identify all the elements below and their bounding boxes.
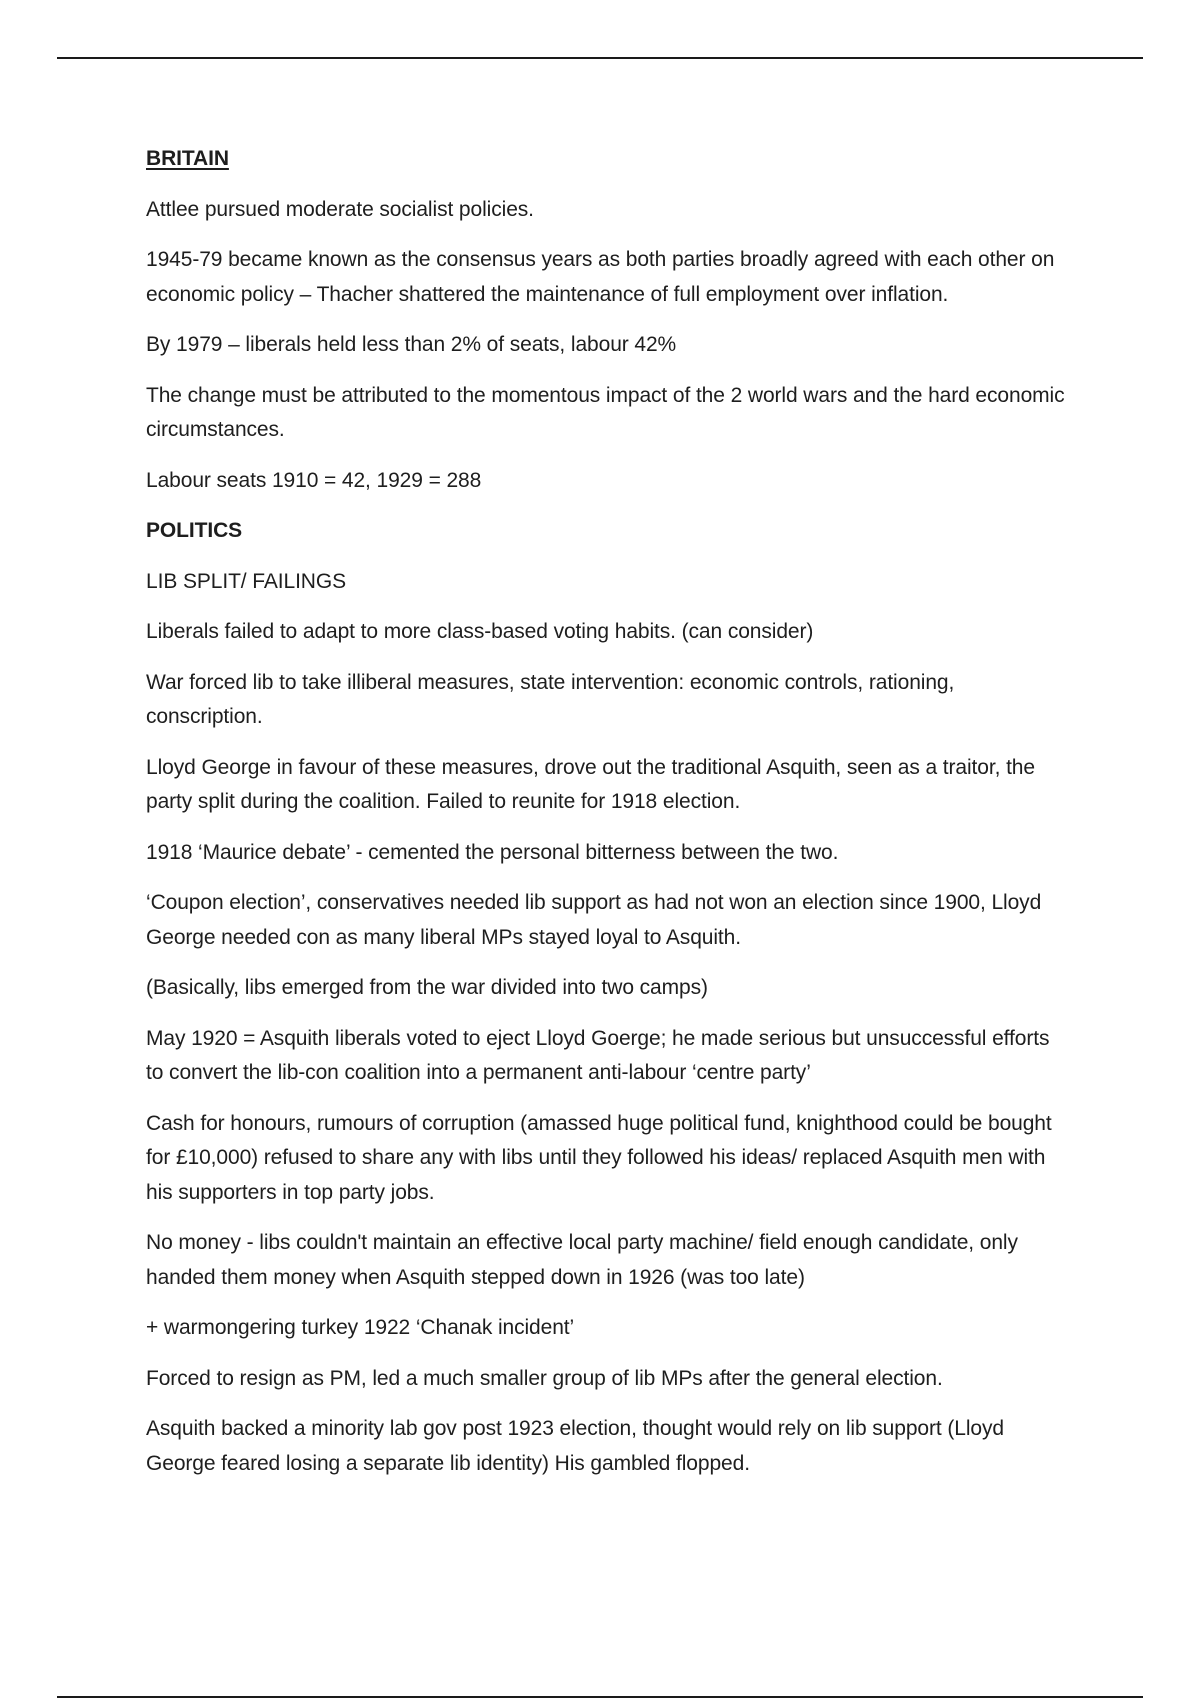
paragraph: War forced lib to take illiberal measures, state intervention: economic controls, rationing, conscription. (146, 670, 955, 728)
document-body (146, 142, 1066, 1497)
paragraph: Lloyd George in favour of these measures, drove out the traditional Asquith, seen as a traitor, the party split during the coalition. Failed to reunite for 1918 election. (146, 755, 1035, 813)
paragraph: + warmongering turkey 1922 ‘Chanak incident’ (146, 1316, 575, 1339)
paragraph: No money - libs couldn't maintain an effective local party machine/ field enough candidate, only handed them money when Asquith stepped down in 1926 (was too late) (146, 1231, 1018, 1289)
top-divider (57, 57, 1143, 59)
bottom-divider (57, 1696, 1143, 1698)
paragraph: (Basically, libs emerged from the war divided into two camps) (146, 976, 708, 999)
paragraph: 1945-79 became known as the consensus years as both parties broadly agreed with each other on economic policy – Thacher shattered the maintenance of full employment over inflation. (146, 248, 1055, 306)
paragraph: Liberals failed to adapt to more class-based voting habits. (can consider) (146, 620, 814, 643)
paragraph: Forced to resign as PM, led a much smaller group of lib MPs after the general election. (146, 1366, 943, 1390)
subheading-lib-split: LIB SPLIT/ FAILINGS (146, 569, 347, 593)
paragraph: May 1920 = Asquith liberals voted to eject Lloyd Goerge; he made serious but unsuccessful efforts to convert the lib-con coalition into a permanent anti-labour ‘centre party’ (146, 1026, 1050, 1084)
section-heading-britain: BRITAIN (146, 147, 229, 170)
paragraph: Attlee pursued moderate socialist policies. (146, 197, 534, 221)
paragraph: Cash for honours, rumours of corruption (amassed huge political fund, knighthood could be bought for £10,000) refused to share any with libs until they followed his ideas/ replaced Asquith men with his supporters in top party jobs. (146, 1111, 1052, 1204)
paragraph: 1918 ‘Maurice debate’ - cemented the personal bitterness between the two. (146, 840, 839, 864)
paragraph: The change must be attributed to the momentous impact of the 2 world wars and the hard economic circumstances. (146, 383, 1065, 441)
paragraph: ‘Coupon election’, conservatives needed lib support as had not won an election since 1900, Lloyd George needed con as many liberal MPs stayed loyal to Asquith. (146, 891, 1042, 949)
paragraph: Labour seats 1910 = 42, 1929 = 288 (146, 468, 482, 492)
paragraph: Asquith backed a minority lab gov post 1923 election, thought would rely on lib support (Lloyd George feared losing a separate lib identity) His gambled flopped. (146, 1417, 1004, 1475)
section-heading-politics: POLITICS (146, 519, 243, 542)
paragraph: By 1979 – liberals held less than 2% of seats, labour 42% (146, 333, 677, 356)
